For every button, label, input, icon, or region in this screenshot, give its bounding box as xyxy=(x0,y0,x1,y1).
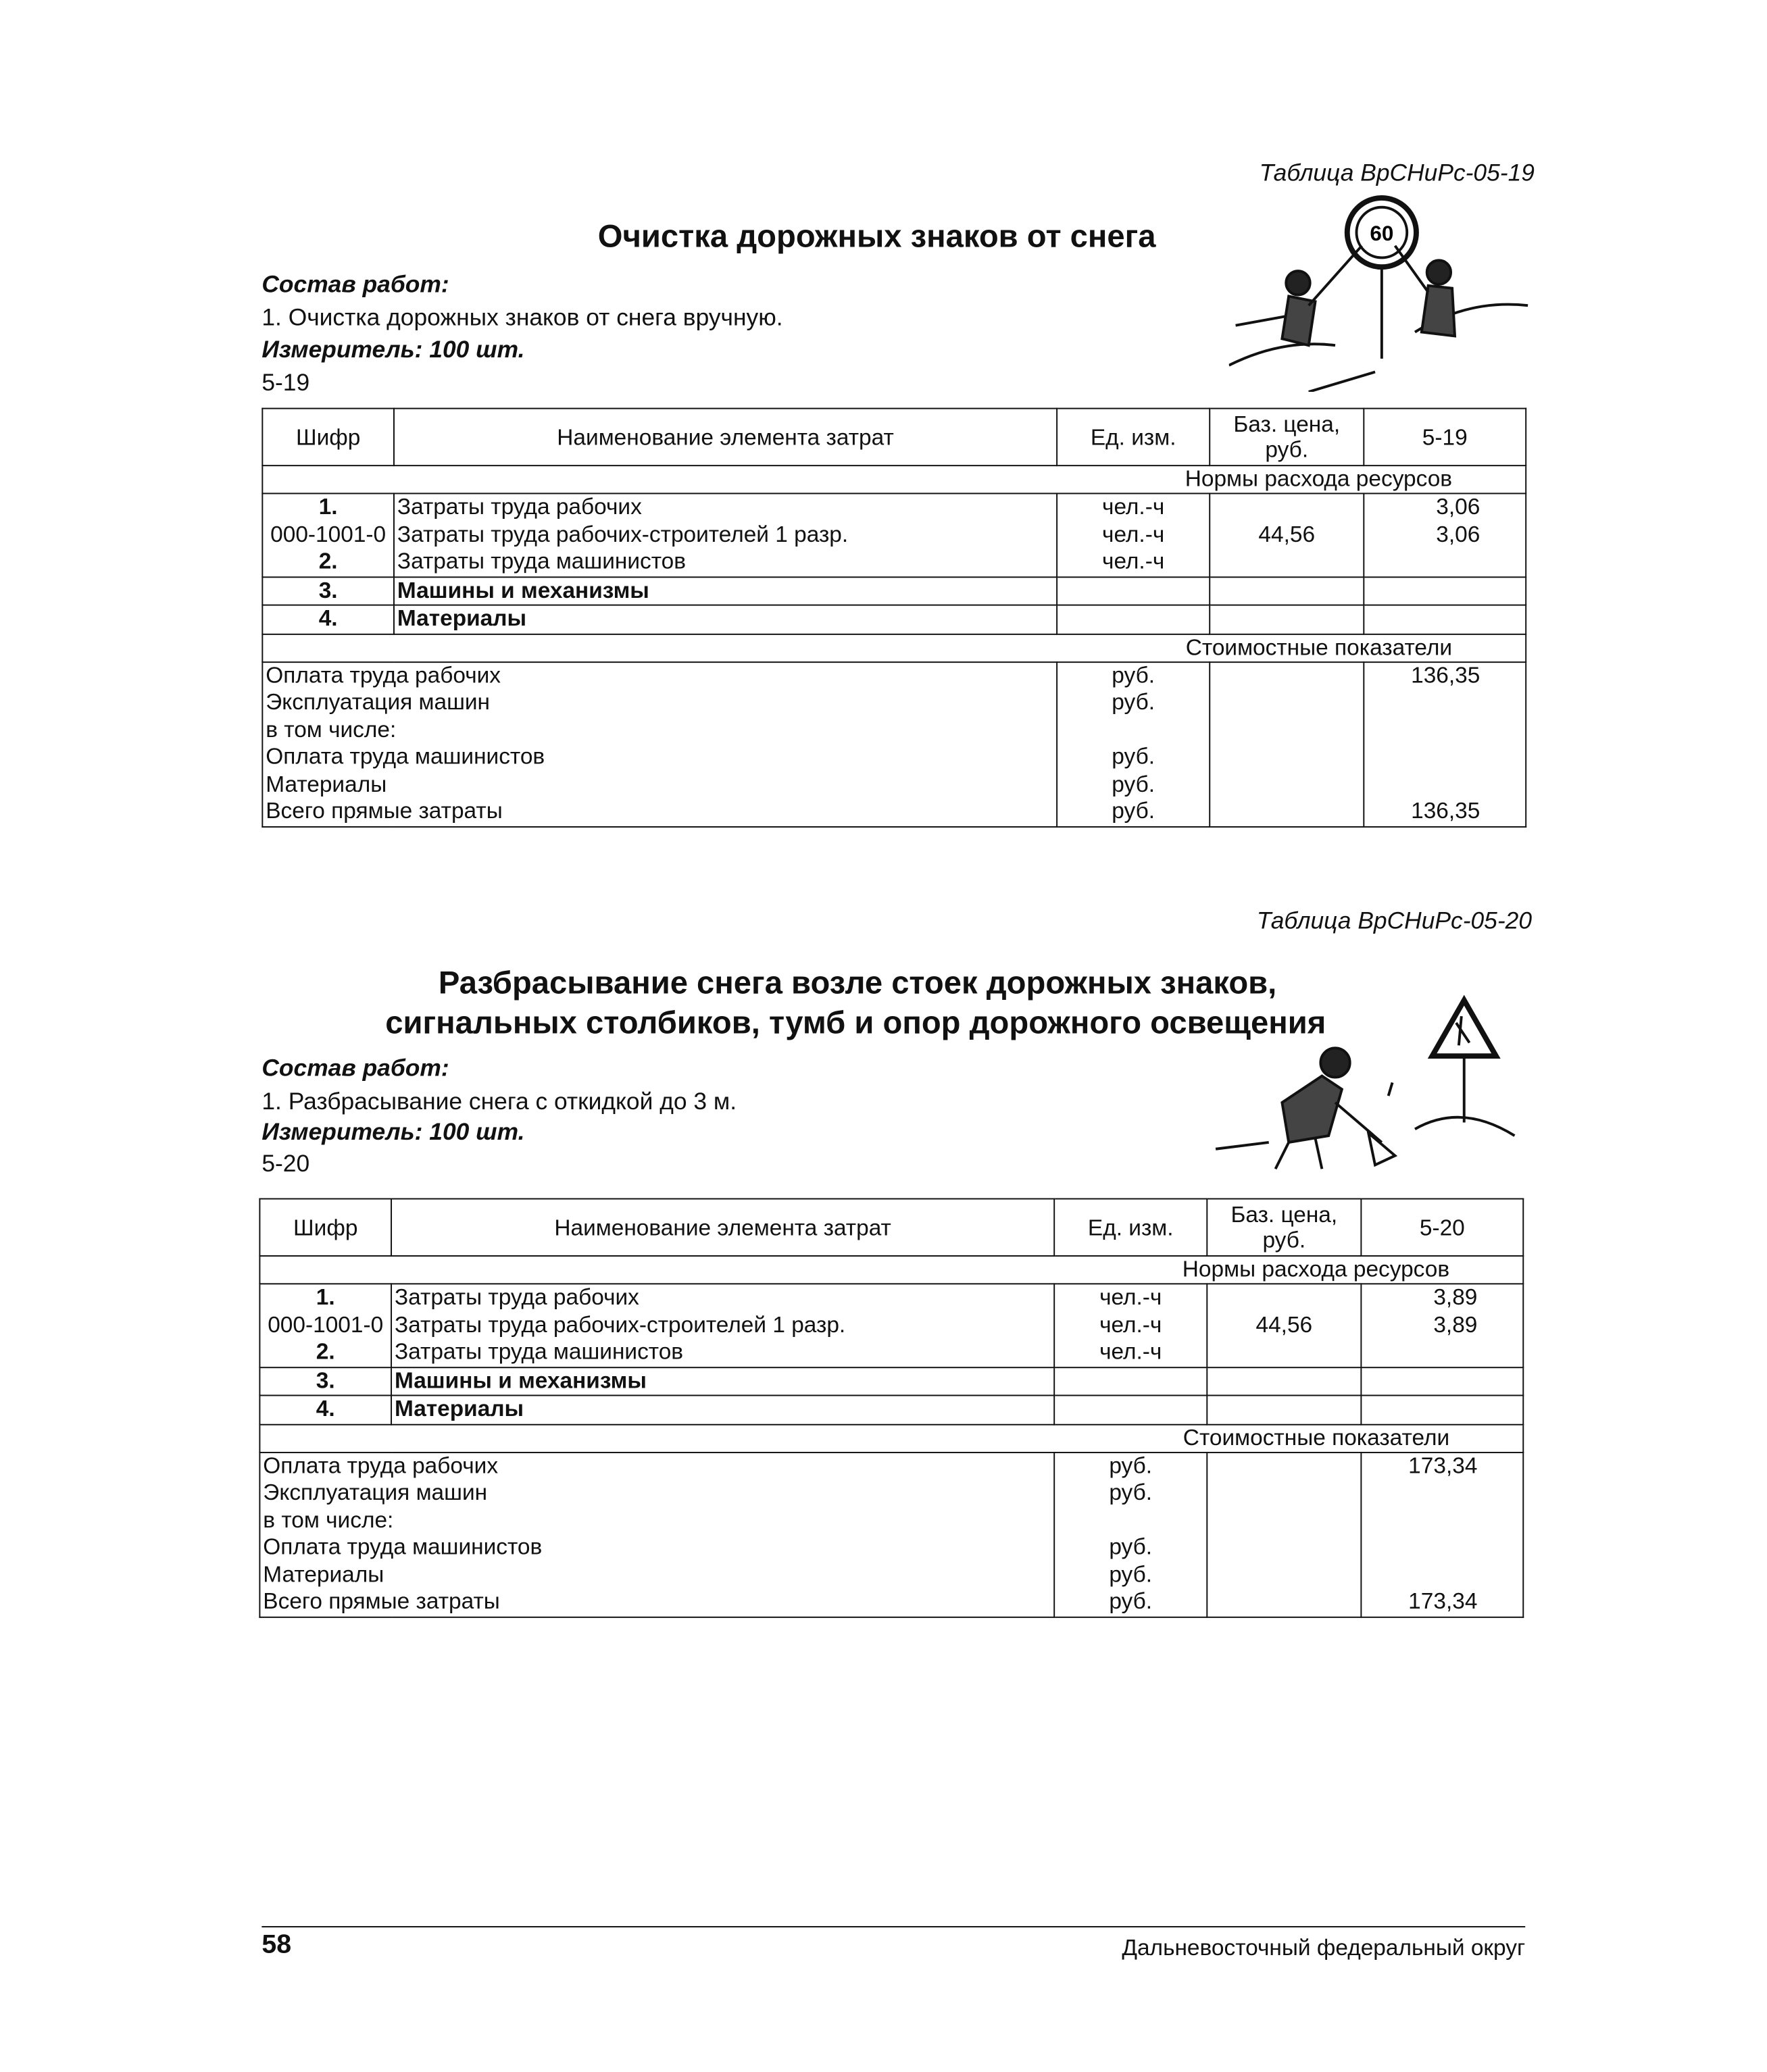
group-name: Материалы xyxy=(391,1395,1054,1423)
resource-price xyxy=(1213,494,1360,521)
resource-value xyxy=(1367,549,1480,576)
empty-cell xyxy=(1364,576,1526,605)
empty-cell xyxy=(1207,1452,1361,1617)
section-title-line-2: сигнальных столбиков, тумб и опор дорожного освещения xyxy=(385,1005,1326,1042)
cost-name: Оплата труда машинистов xyxy=(266,744,545,769)
resource-value-cell xyxy=(1364,493,1526,576)
composition-label: Состав работ: xyxy=(262,271,449,298)
cost-value xyxy=(1364,1507,1477,1534)
cost-value-cell xyxy=(1364,661,1526,826)
cost-value xyxy=(1367,744,1480,771)
group-code: 3. xyxy=(259,1367,391,1395)
resource-code-cell xyxy=(262,493,394,576)
resource-unit: чел.-ч xyxy=(1099,1284,1162,1310)
cost-name: Оплата труда машинистов xyxy=(263,1534,543,1560)
composition-item: 1. Разбрасывание снега с откидкой до 3 м. xyxy=(262,1088,737,1115)
cost-rows xyxy=(262,661,1526,826)
resource-price xyxy=(1210,1284,1358,1311)
empty-cell xyxy=(1057,576,1210,605)
resource-value xyxy=(1364,1339,1477,1366)
resource-code: 1. xyxy=(316,1284,335,1310)
resource-unit: чел.-ч xyxy=(1099,1311,1162,1337)
header-norm: 5-19 xyxy=(1364,409,1526,466)
resource-rows xyxy=(262,493,1526,576)
cost-value xyxy=(1367,717,1480,744)
table-code: 5-19 xyxy=(262,369,310,396)
cost-unit: руб. xyxy=(1112,798,1155,824)
group-code: 4. xyxy=(259,1395,391,1423)
resource-value-cell xyxy=(1361,1284,1523,1367)
cost-value xyxy=(1364,1480,1477,1507)
cost-name: Всего прямые затраты xyxy=(266,798,503,824)
cost-name-cell xyxy=(259,1452,1054,1617)
header-unit: Ед. изм. xyxy=(1057,409,1210,466)
empty-cell xyxy=(1057,605,1210,634)
resource-code: 000-1001-0 xyxy=(268,1311,384,1337)
resource-unit-cell xyxy=(1057,493,1210,576)
header-unit: Ед. изм. xyxy=(1054,1198,1207,1256)
resource-unit: чел.-ч xyxy=(1102,494,1165,520)
resource-name-cell xyxy=(394,493,1057,576)
cost-value: 173,34 xyxy=(1408,1452,1478,1478)
resource-code: 1. xyxy=(318,494,338,520)
cost-value: 136,35 xyxy=(1411,798,1480,824)
group-code: 3. xyxy=(262,576,394,605)
group-row xyxy=(262,605,1526,634)
cost-value xyxy=(1367,771,1480,798)
resource-rows xyxy=(259,1284,1523,1367)
cost-unit xyxy=(1060,717,1206,744)
cost-unit: руб. xyxy=(1112,744,1155,769)
resource-table xyxy=(262,408,1526,827)
resource-value: 3,89 xyxy=(1433,1311,1478,1337)
resource-unit: чел.-ч xyxy=(1102,521,1165,547)
section-title-line-1: Разбрасывание снега возле стоек дорожных знаков, xyxy=(438,965,1277,1002)
footer-region: Дальневосточный федеральный округ xyxy=(1122,1935,1526,1961)
cost-unit: руб. xyxy=(1109,1480,1153,1505)
header-price: Баз. цена, руб. xyxy=(1207,1198,1361,1256)
cost-unit-cell xyxy=(1057,661,1210,826)
resource-name: Затраты труда рабочих xyxy=(397,494,642,520)
meter-label: Измеритель: 100 шт. xyxy=(262,336,525,363)
empty-cell xyxy=(1210,661,1364,826)
empty-cell xyxy=(1361,1367,1523,1395)
resource-price-cell xyxy=(1210,493,1364,576)
snow-sign-workers-illustration xyxy=(1229,193,1541,392)
cost-unit: руб. xyxy=(1109,1534,1153,1560)
empty-cell xyxy=(1054,1395,1207,1423)
cost-name-cell xyxy=(262,661,1057,826)
cost-unit: руб. xyxy=(1112,771,1155,797)
resource-name: Затраты труда рабочих-строителей 1 разр. xyxy=(397,521,849,547)
cost-value: 173,34 xyxy=(1408,1588,1478,1614)
header-price: Баз. цена, руб. xyxy=(1210,409,1364,466)
resource-price: 44,56 xyxy=(1255,1311,1313,1337)
norms-section-label: Нормы расхода ресурсов xyxy=(259,1256,1523,1284)
cost-name: Материалы xyxy=(263,1561,384,1587)
header-name: Наименование элемента затрат xyxy=(391,1198,1054,1256)
resource-unit: чел.-ч xyxy=(1102,549,1165,574)
cost-name: Эксплуатация машин xyxy=(266,689,491,715)
resource-name: Затраты труда рабочих-строителей 1 разр. xyxy=(394,1311,846,1337)
group-name: Машины и механизмы xyxy=(391,1367,1054,1395)
resource-code: 2. xyxy=(316,1338,335,1365)
resource-name: Затраты труда машинистов xyxy=(397,549,687,574)
cost-unit: руб. xyxy=(1109,1588,1153,1614)
cost-section-label: Стоимостные показатели xyxy=(262,634,1526,661)
resource-price: 44,56 xyxy=(1258,521,1316,547)
header-row xyxy=(259,1198,1523,1256)
group-name: Машины и механизмы xyxy=(394,576,1057,605)
group-code: 4. xyxy=(262,605,394,634)
resource-price xyxy=(1210,1339,1358,1366)
table-code: 5-20 xyxy=(262,1150,310,1178)
page-number: 58 xyxy=(262,1929,292,1960)
resource-code: 2. xyxy=(318,549,338,574)
cost-value xyxy=(1367,689,1480,716)
composition-label: Состав работ: xyxy=(262,1055,449,1082)
cost-value: 136,35 xyxy=(1411,662,1480,688)
table-caption: Таблица ВрСНиРс-05-19 xyxy=(1259,159,1535,186)
resource-code-cell xyxy=(259,1284,391,1367)
header-row xyxy=(262,409,1526,466)
resource-unit: чел.-ч xyxy=(1099,1338,1162,1365)
group-name: Материалы xyxy=(394,605,1057,634)
table-caption: Таблица ВрСНиРс-05-20 xyxy=(1256,907,1533,934)
sign-speed-limit: 60 xyxy=(1370,221,1394,245)
meter-label: Измеритель: 100 шт. xyxy=(262,1118,525,1145)
empty-cell xyxy=(1207,1367,1361,1395)
empty-cell xyxy=(1361,1395,1523,1423)
resource-unit-cell xyxy=(1054,1284,1207,1367)
cost-unit-cell xyxy=(1054,1452,1207,1617)
resource-name-cell xyxy=(391,1284,1054,1367)
header-code: Шифр xyxy=(259,1198,391,1256)
cost-name: Оплата труда рабочих xyxy=(263,1452,499,1478)
footer-divider xyxy=(262,1926,1525,1927)
group-row xyxy=(262,576,1526,605)
cost-value xyxy=(1364,1561,1477,1588)
cost-unit: руб. xyxy=(1112,662,1155,688)
section-title: Очистка дорожных знаков от снега xyxy=(597,219,1156,255)
norms-section-label: Нормы расхода ресурсов xyxy=(262,465,1526,493)
empty-cell xyxy=(1364,605,1526,634)
resource-table xyxy=(259,1198,1524,1617)
resource-name: Затраты труда рабочих xyxy=(394,1284,639,1310)
cost-name: Оплата труда рабочих xyxy=(266,662,501,688)
resource-price xyxy=(1213,549,1360,576)
empty-cell xyxy=(1210,576,1364,605)
cost-rows xyxy=(259,1452,1523,1617)
cost-name: Эксплуатация машин xyxy=(263,1480,488,1505)
cost-unit: руб. xyxy=(1109,1561,1153,1587)
header-name: Наименование элемента затрат xyxy=(394,409,1057,466)
resource-price-cell xyxy=(1207,1284,1361,1367)
resource-value: 3,06 xyxy=(1436,494,1480,520)
resource-code: 000-1001-0 xyxy=(270,521,387,547)
cost-name: в том числе: xyxy=(263,1507,394,1533)
cost-value xyxy=(1364,1534,1477,1561)
resource-value: 3,89 xyxy=(1433,1284,1478,1310)
header-code: Шифр xyxy=(262,409,394,466)
group-row xyxy=(259,1395,1523,1423)
cost-section-label: Стоимостные показатели xyxy=(259,1424,1523,1452)
cost-name: Всего прямые затраты xyxy=(263,1588,500,1614)
empty-cell xyxy=(1207,1395,1361,1423)
cost-unit: руб. xyxy=(1112,689,1155,715)
empty-cell xyxy=(1210,605,1364,634)
empty-cell xyxy=(1054,1367,1207,1395)
snow-shoveling-worker-illustration xyxy=(1209,990,1528,1182)
composition-item: 1. Очистка дорожных знаков от снега вручную. xyxy=(262,304,783,331)
cost-value-cell xyxy=(1361,1452,1523,1617)
resource-value: 3,06 xyxy=(1436,521,1480,547)
cost-name: Материалы xyxy=(266,771,387,797)
header-norm: 5-20 xyxy=(1361,1198,1523,1256)
cost-unit xyxy=(1057,1507,1203,1534)
resource-name: Затраты труда машинистов xyxy=(394,1338,684,1365)
group-row xyxy=(259,1367,1523,1395)
cost-unit: руб. xyxy=(1109,1452,1153,1478)
cost-name: в том числе: xyxy=(266,716,397,742)
